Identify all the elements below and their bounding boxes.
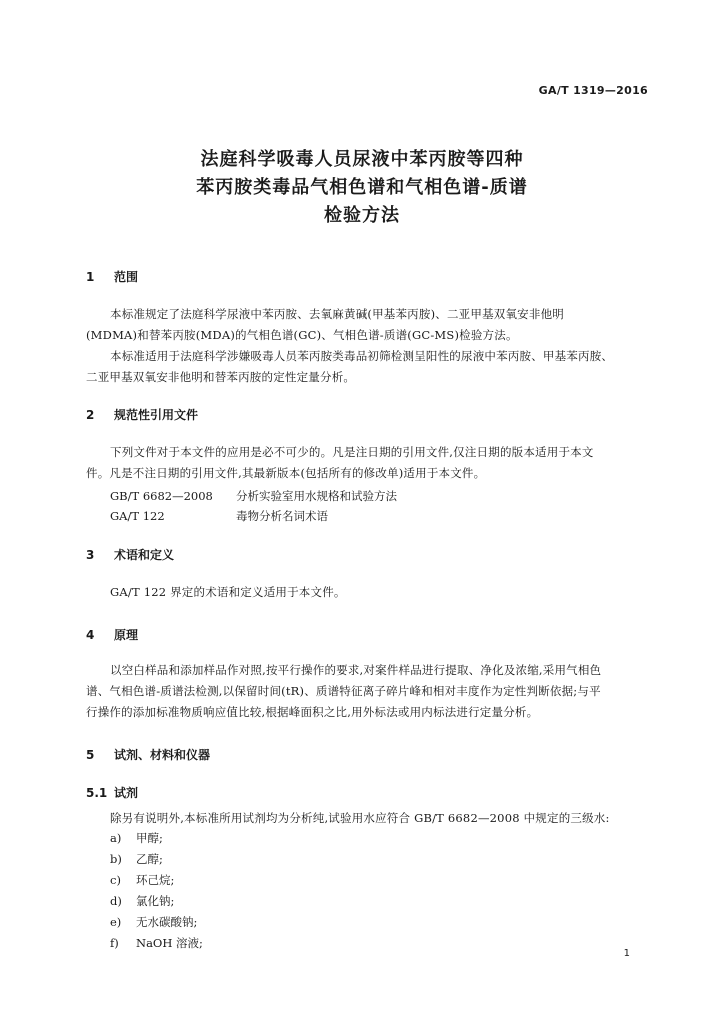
list-item-text: 乙醇; [136, 852, 163, 866]
paragraph-line: 本标准规定了法庭科学尿液中苯丙胺、去氧麻黄碱(甲基苯丙胺)、二亚甲基双氧安非他明 [110, 307, 564, 321]
paragraph-line: 下列文件对于本文件的应用是必不可少的。凡是注日期的引用文件,仅注日期的版本适用于本文 [110, 445, 594, 459]
reference-code: GB/T 6682—2008 [110, 489, 213, 503]
paragraph-line: 件。凡是不注日期的引用文件,其最新版本(包括所有的修改单)适用于本文件。 [86, 466, 486, 480]
section-1-heading [86, 268, 138, 285]
list-marker: b) [110, 852, 122, 866]
reference-title: 分析实验室用水规格和试验方法 [236, 489, 397, 503]
paragraph-line: GA/T 122 界定的术语和定义适用于本文件。 [110, 585, 346, 599]
section-title: 试剂 [114, 786, 139, 800]
section-5-heading [86, 746, 210, 763]
section-2-body [86, 442, 646, 484]
title-line-3: 检验方法 [324, 205, 400, 226]
list-marker: f) [110, 936, 119, 950]
subsection-5-1-intro [86, 808, 646, 829]
list-marker: e) [110, 915, 122, 929]
section-number: 3 [86, 548, 95, 562]
paragraph-line: 二亚甲基双氧安非他明和替苯丙胺的定性定量分析。 [86, 370, 356, 384]
list-item-text: 环己烷; [136, 873, 175, 887]
section-title: 范围 [114, 270, 139, 284]
normative-reference [110, 508, 328, 524]
reference-title: 毒物分析名词术语 [236, 509, 328, 523]
section-number: 4 [86, 628, 95, 642]
list-item [110, 933, 203, 954]
standard-code: GA/T 1319—2016 [538, 84, 648, 97]
list-marker: d) [110, 894, 122, 908]
normative-reference [110, 488, 397, 504]
list-item-text: 氯化钠; [136, 894, 175, 908]
paragraph-line: (MDMA)和替苯丙胺(MDA)的气相色谱(GC)、气相色谱-质谱(GC-MS)检验方法。 [86, 328, 518, 342]
paragraph-line: 除另有说明外,本标准所用试剂均为分析纯,试验用水应符合 GB/T 6682—2008 中规定的三级水: [110, 811, 610, 825]
section-3-body [86, 582, 646, 603]
list-item [110, 891, 203, 912]
section-title: 规范性引用文件 [114, 408, 199, 422]
reference-code: GA/T 122 [110, 509, 165, 523]
section-number: 2 [86, 408, 95, 422]
list-item-text: 无水碳酸钠; [136, 915, 198, 929]
title-line-2: 苯丙胺类毒品气相色谱和气相色谱-质谱 [196, 177, 528, 198]
section-4-heading [86, 626, 138, 643]
paragraph-line: 以空白样品和添加样品作对照,按平行操作的要求,对案件样品进行提取、净化及浓缩,采用气相色 [110, 663, 602, 677]
document-title [0, 146, 724, 230]
page-number: 1 [623, 948, 630, 959]
list-item [110, 870, 203, 891]
section-4-body [86, 660, 646, 723]
list-item-text: 甲醇; [136, 831, 163, 845]
section-2-heading [86, 406, 198, 423]
paragraph-line: 本标准适用于法庭科学涉嫌吸毒人员苯丙胺类毒品初筛检测呈阳性的尿液中苯丙胺、甲基苯丙胺、 [110, 349, 614, 363]
subsection-5-1-heading [86, 784, 138, 801]
list-item [110, 849, 203, 870]
reagent-list [110, 828, 203, 954]
list-item-text: NaOH 溶液; [136, 936, 203, 950]
section-title: 原理 [114, 628, 139, 642]
list-item [110, 828, 203, 849]
section-number: 1 [86, 270, 95, 284]
section-title: 术语和定义 [114, 548, 175, 562]
section-number: 5 [86, 748, 95, 762]
title-line-1: 法庭科学吸毒人员尿液中苯丙胺等四种 [200, 149, 524, 170]
list-marker: a) [110, 831, 122, 845]
paragraph-line: 谱、气相色谱-质谱法检测,以保留时间(tR)、质谱特征离子碎片峰和相对丰度作为定性判断依据;与平 [86, 684, 601, 698]
section-3-heading [86, 546, 174, 563]
list-item [110, 912, 203, 933]
section-title: 试剂、材料和仪器 [114, 748, 211, 762]
list-marker: c) [110, 873, 121, 887]
paragraph-line: 行操作的添加标准物质响应值比较,根据峰面积之比,用外标法或用内标法进行定量分析。 [86, 705, 539, 719]
section-number: 5.1 [86, 786, 108, 800]
section-1-body [86, 304, 646, 388]
